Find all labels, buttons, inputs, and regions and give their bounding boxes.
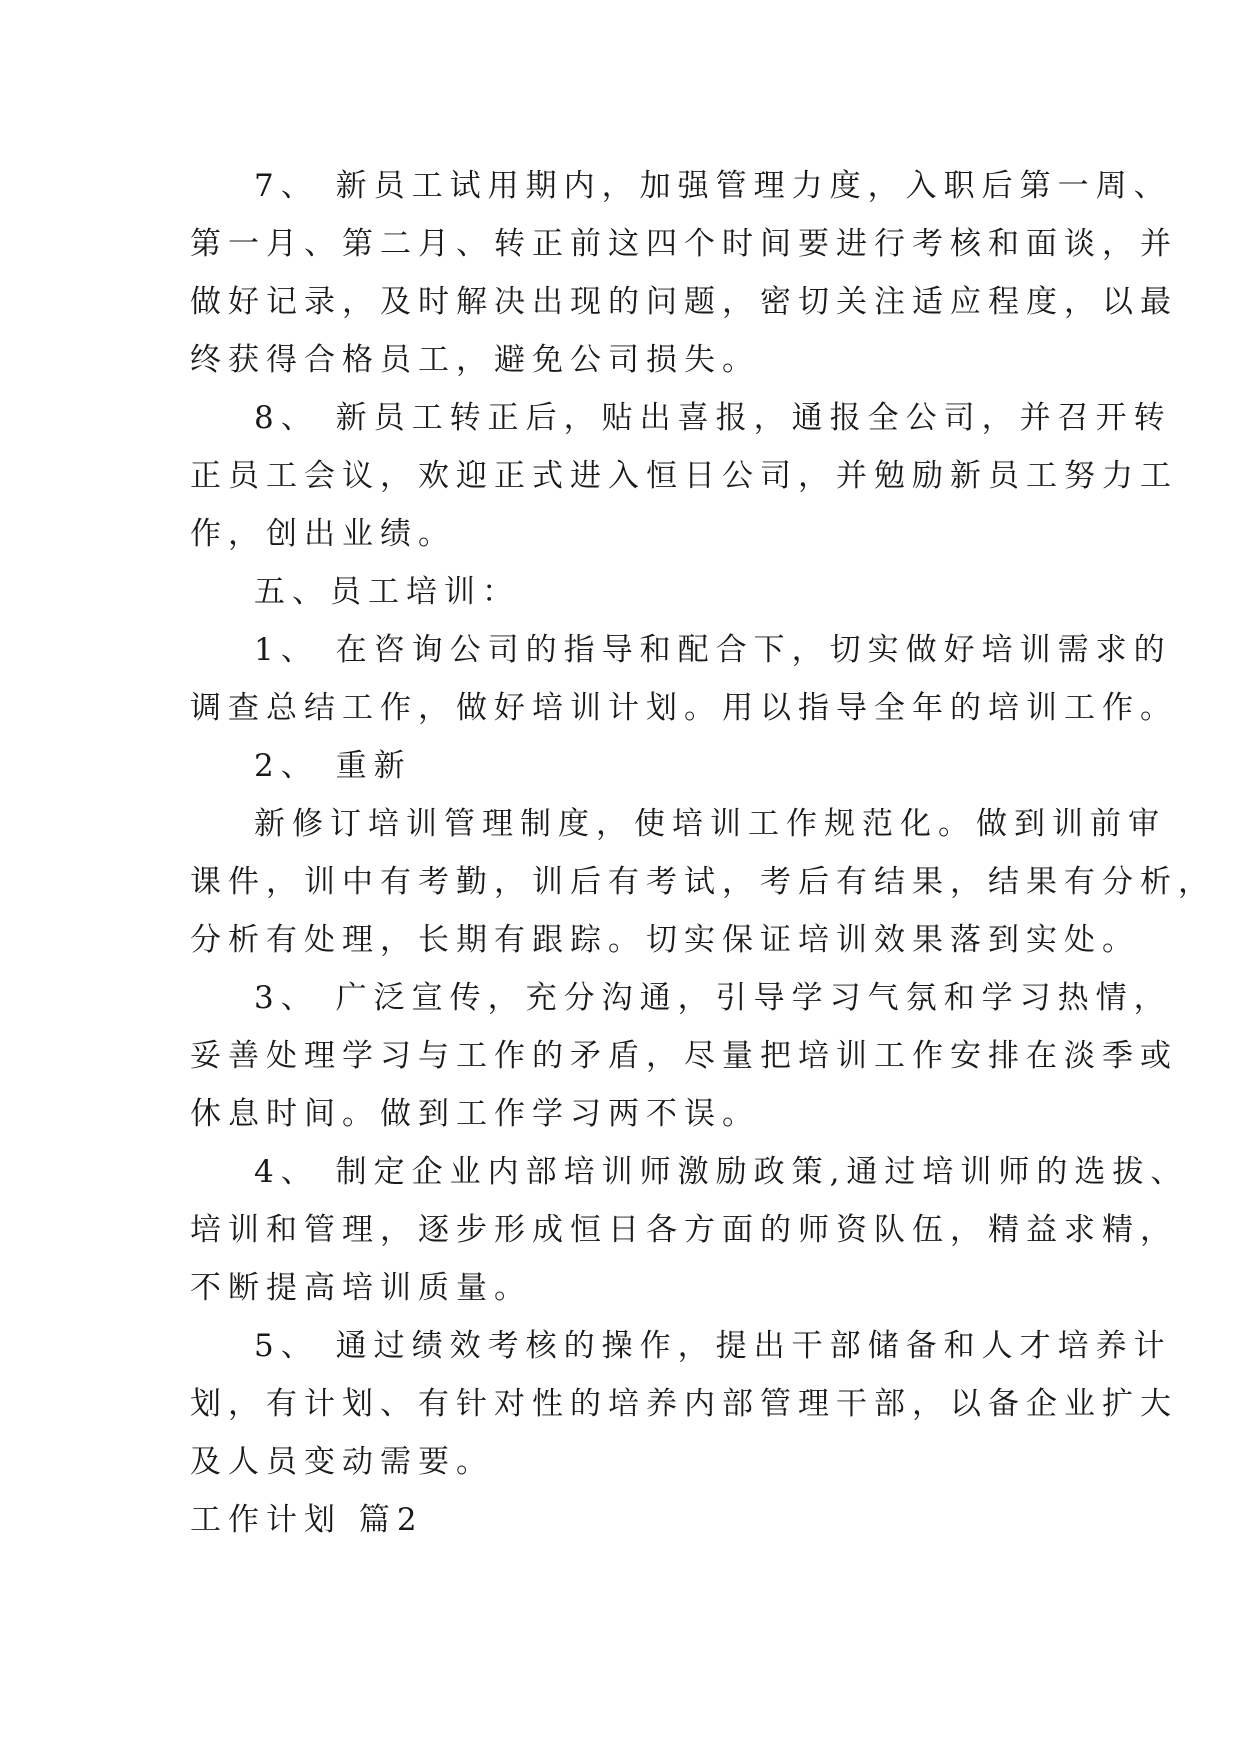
text-line: 新修订培训管理制度，使培训工作规范化。做到训前审 bbox=[254, 806, 1166, 842]
text-line: 分析有处理，长期有跟踪。切实保证培训效果落到实处。 bbox=[190, 922, 1140, 958]
text-line: 休息时间。做到工作学习两不误。 bbox=[190, 1096, 760, 1132]
text-line: 作，创出业绩。 bbox=[190, 516, 456, 552]
text-line: 做好记录，及时解决出现的问题，密切关注适应程度，以最 bbox=[190, 284, 1178, 320]
text-line: 妥善处理学习与工作的矛盾，尽量把培训工作安排在淡季或 bbox=[190, 1038, 1178, 1074]
section-heading: 五、员工培训： bbox=[254, 574, 520, 610]
text-line: 正员工会议，欢迎正式进入恒日公司，并勉励新员工努力工 bbox=[190, 458, 1178, 494]
text-line: 调查总结工作，做好培训计划。用以指导全年的培训工作。 bbox=[190, 690, 1178, 726]
text-line: 第一月、第二月、转正前这四个时间要进行考核和面谈，并 bbox=[190, 226, 1178, 262]
text-line: 4、 制定企业内部培训师激励政策,通过培训师的选拔、 bbox=[254, 1154, 1189, 1190]
text-line: 终获得合格员工，避免公司损失。 bbox=[190, 342, 760, 378]
text-line: 培训和管理，逐步形成恒日各方面的师资队伍，精益求精， bbox=[190, 1212, 1178, 1248]
text-line: 7、 新员工试用期内，加强管理力度，入职后第一周、 bbox=[254, 168, 1172, 204]
text-line: 及人员变动需要。 bbox=[190, 1444, 494, 1480]
text-line: 划，有计划、有针对性的培养内部管理干部，以备企业扩大 bbox=[190, 1386, 1178, 1422]
text-line: 2、 重新 bbox=[254, 748, 412, 784]
section-title: 工作计划 篇2 bbox=[190, 1502, 424, 1538]
text-line: 不断提高培训质量。 bbox=[190, 1270, 532, 1306]
text-line: 1、 在咨询公司的指导和配合下，切实做好培训需求的 bbox=[254, 632, 1172, 668]
text-line: 课件，训中有考勤，训后有考试，考后有结果，结果有分析， bbox=[190, 864, 1216, 900]
text-line: 8、 新员工转正后，贴出喜报，通报全公司，并召开转 bbox=[254, 400, 1172, 436]
text-line: 3、 广泛宣传，充分沟通，引导学习气氛和学习热情， bbox=[254, 980, 1172, 1016]
text-line: 5、 通过绩效考核的操作，提出干部储备和人才培养计 bbox=[254, 1328, 1172, 1364]
